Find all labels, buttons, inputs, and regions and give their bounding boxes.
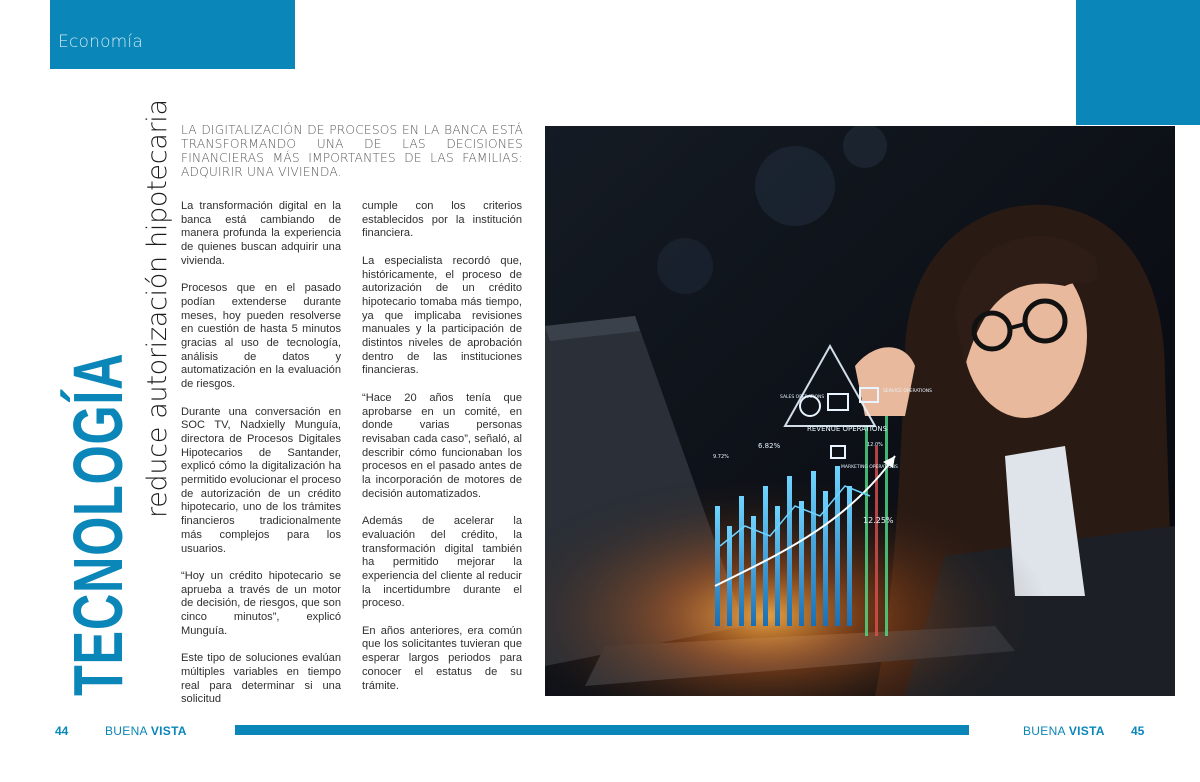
magazine-name-left (105, 724, 187, 738)
paragraph: En años anteriores, era común que los solicitantes tuvieran que esperar largos periodos para conocer el estatus de su trámite. (362, 624, 522, 692)
footer-bar (235, 725, 969, 735)
magazine-name-plain: BUENA (1023, 724, 1066, 738)
paragraph: Además de acelerar la evaluación del crédito, la transformación digital también ha permitido mejorar la experiencia del cliente al reducir la incertidumbre durante el proceso. (362, 515, 522, 610)
hologram-value: 12.0% (867, 442, 883, 448)
hologram-label: SALES OPERATIONS (780, 395, 825, 400)
title-subtitle: reduce autorización hipotecaria (142, 99, 173, 518)
lead-paragraph: LA DIGITALIZACIÓN DE PROCESOS EN LA BANCA ESTÁ TRANSFORMANDO UNA DE LAS DECISIONES FINANCIERAS MÁS IMPORTANTES DE LAS FAMILIAS: ADQUIRIR UNA VIVIENDA. (181, 123, 523, 179)
magazine-name-bold: VISTA (150, 724, 187, 738)
paragraph: “Hoy un crédito hipotecario se aprueba a través de un motor de decisión, de riesgos, que son cinco minutos”, explicó Munguía. (181, 569, 341, 637)
section-label: Economía (58, 32, 143, 52)
hologram-value: 9.72% (713, 454, 729, 460)
paragraph: Procesos que en el pasado podían extenderse durante meses, hoy pueden resolverse en cuestión de hasta 5 minutos gracias al uso de tecnología, análisis de datos y automatización en la evaluación de riesgos. (181, 282, 341, 391)
photo-illustration (545, 126, 1175, 696)
page-number-right: 45 (1131, 724, 1145, 738)
paragraph: Durante una conversación en SOC TV, Nadxielly Munguía, directora de Procesos Digitales Hipotecarios de Santander, explicó cómo la digitalización ha permitido evolucionar el proceso de autorización de un crédito hipotecario, uno de los trámites financieros tradicionalmente más complejos para los usuarios. (181, 405, 341, 555)
paragraph: Este tipo de soluciones evalúan múltiples variables en tiempo real para determinar si una solicitud (181, 652, 341, 706)
article-photo (545, 126, 1175, 696)
page-number-left: 44 (55, 724, 69, 738)
paragraph: La transformación digital en la banca está cambiando de manera profunda la experiencia de quienes buscan adquirir una vivienda. (181, 200, 341, 267)
section-tab (50, 0, 295, 69)
hologram-value: 12.25% (863, 516, 894, 525)
magazine-name-bold: VISTA (1068, 724, 1105, 738)
vertical-title (52, 336, 142, 696)
paragraph: “Hace 20 años tenía que aprobarse en un comité, en donde varias personas revisaban cada caso”, señaló, al describir cómo funcionaban los procesos en el pasado antes de la incorporación de motores de decisión automatizados. (362, 391, 522, 500)
vertical-subtitle (140, 99, 180, 518)
title-main: TECNOLOGÍA (59, 352, 137, 696)
paragraph: cumple con los criterios establecidos por la institución financiera. (362, 200, 522, 240)
magazine-name-right (1023, 724, 1105, 738)
body-column-1 (181, 200, 341, 721)
hologram-label: MARKETING OPERATIONS (841, 465, 898, 470)
hologram-value: 6.82% (758, 442, 781, 450)
corner-accent-block (1076, 0, 1200, 125)
magazine-name-plain: BUENA (105, 724, 148, 738)
hologram-center-label: REVENUE OPERATIONS (807, 425, 888, 433)
body-column-2 (362, 200, 522, 707)
paragraph: La especialista recordó que, históricamente, el proceso de autorización de un crédito hipotecario tomaba más tiempo, ya que implicaba revisiones manuales y la participación de distintos niveles de aprobación dentro de las instituciones financieras. (362, 254, 522, 377)
hologram-label: SERVICE OPERATIONS (883, 389, 933, 394)
